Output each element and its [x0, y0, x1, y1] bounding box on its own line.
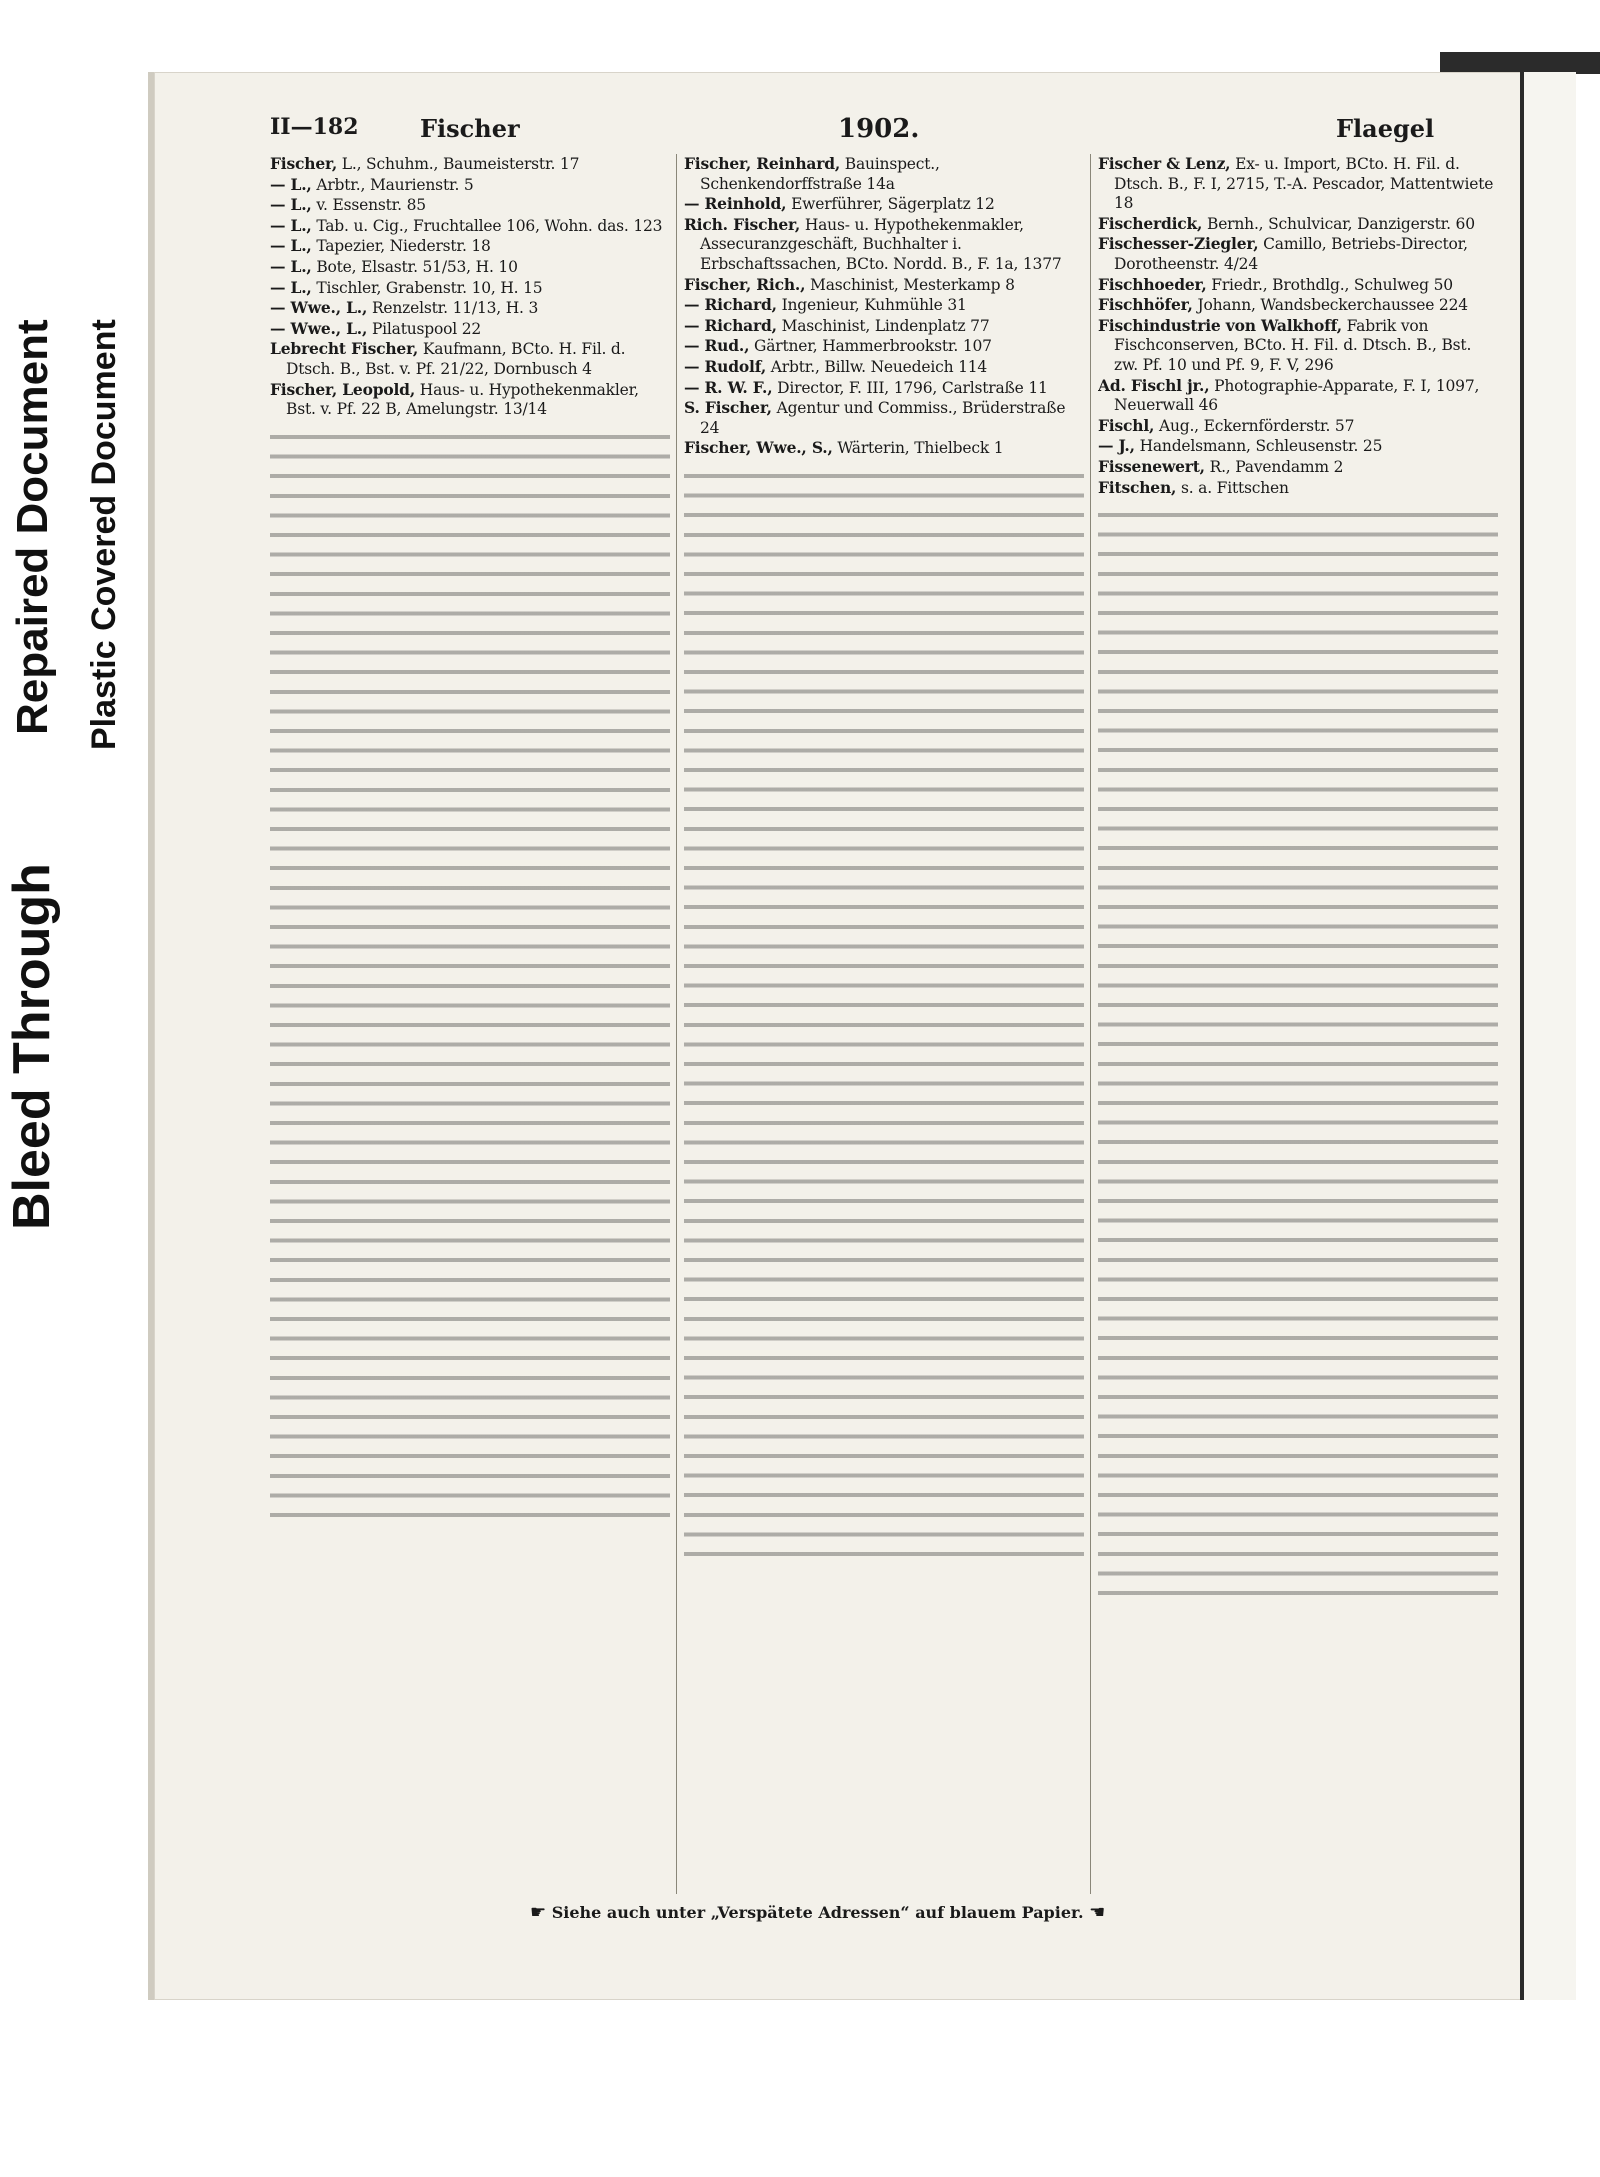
- directory-entry: [1098, 457, 1498, 478]
- entry-details: Fabrik von Fischconserven, BCto. H. Fil. d. Dtsch. B., Bst. zw. Pf. 10 und Pf. 9, F. V, 296: [1114, 316, 1472, 374]
- entry-details: Maschinist, Lindenplatz 77: [781, 316, 990, 335]
- directory-entry: [1098, 478, 1498, 499]
- entry-details: Wärterin, Thielbeck 1: [837, 439, 1004, 458]
- entry-details: Photographie-Apparate, F. I, 1097, Neuerwall 46: [1114, 376, 1480, 415]
- entry-name: — J.,: [1098, 436, 1135, 456]
- entry-name: — Wwe., L.,: [270, 298, 368, 318]
- entry-details: Haus- u. Hypothekenmakler, Assecuranzgeschäft, Buchhalter i. Erbschaftssachen, BCto. Nordd. B., F. 1a, 1377: [700, 215, 1062, 273]
- entry-name: S. Fischer,: [684, 398, 772, 418]
- directory-entry: [270, 278, 670, 299]
- column-rule: [676, 154, 677, 1894]
- directory-entry: [270, 257, 670, 278]
- directory-entry: [684, 336, 1084, 357]
- entry-name: Fissenewert,: [1098, 456, 1205, 476]
- entry-name: — Rud.,: [684, 336, 750, 356]
- footer-text: Siehe auch unter „Verspätete Adressen“ auf blauem Papier.: [551, 1903, 1084, 1922]
- directory-entry: [270, 154, 670, 175]
- year-heading: 1902.: [838, 114, 920, 144]
- entry-name: — L.,: [270, 236, 312, 256]
- entry-name: — L.,: [270, 195, 312, 215]
- directory-entry: [684, 398, 1084, 438]
- directory-entry: [1098, 416, 1498, 437]
- text-lines: [1098, 506, 1498, 1606]
- entry-name: Fischindustrie von Walkhoff,: [1098, 315, 1342, 335]
- entry-name: Fischerdick,: [1098, 213, 1203, 233]
- entry-details: Ex- u. Import, BCto. H. Fil. d. Dtsch. B., F. I, 2715, T.-A. Pescador, Mattentwiete 18: [1114, 155, 1494, 213]
- column-middle: [684, 154, 1084, 1894]
- directory-entry: [270, 216, 670, 237]
- directory-entry: [1098, 154, 1498, 214]
- entry-details: Agentur und Commiss., Brüderstraße 24: [700, 399, 1066, 437]
- entry-details: Pilatuspool 22: [371, 319, 482, 338]
- directory-entry: [270, 175, 670, 196]
- entry-details: Bauinspect., Schenkendorffstraße 14a: [700, 155, 940, 193]
- entry-details: Handelsmann, Schleusenstr. 25: [1139, 437, 1383, 456]
- entry-details: Friedr., Brothdlg., Schulweg 50: [1211, 275, 1453, 294]
- entry-details: Johann, Wandsbeckerchaussee 224: [1197, 296, 1468, 315]
- next-page-edge: [1520, 72, 1576, 2000]
- directory-entry: [684, 316, 1084, 337]
- directory-entry: [684, 378, 1084, 399]
- entry-details: Tab. u. Cig., Fruchtallee 106, Wohn. das. 123: [316, 216, 663, 235]
- directory-entry: [270, 236, 670, 257]
- plastic-covered-label: Plastic Covered Document: [85, 319, 123, 750]
- text-lines: [270, 428, 670, 1528]
- entry-name: Fischer, Rich.,: [684, 274, 806, 294]
- directory-entry: [684, 295, 1084, 316]
- entry-details: L., Schuhm., Baumeisterstr. 17: [341, 155, 580, 173]
- pointing-hand-left-icon: ☛: [530, 1902, 547, 1923]
- directory-entry: [270, 339, 670, 379]
- entry-name: Lebrecht Fischer,: [270, 339, 419, 359]
- directory-entry: [684, 215, 1084, 275]
- entry-name: — Richard,: [684, 315, 777, 335]
- directory-entry: [1098, 295, 1498, 316]
- entry-name: — Rudolf,: [684, 356, 767, 376]
- entry-name: Fischer, Reinhard,: [684, 154, 841, 173]
- entry-details: Gärtner, Hammerbrookstr. 107: [754, 337, 992, 356]
- page-number: II—182: [270, 114, 359, 140]
- entry-details: Arbtr., Maurienstr. 5: [316, 175, 474, 194]
- left-keyword: Fischer: [420, 114, 520, 143]
- directory-entry: [270, 319, 670, 340]
- entry-details: Haus- u. Hypothekenmakler, Bst. v. Pf. 22 B, Amelungstr. 13/14: [286, 380, 639, 419]
- directory-entry: [684, 438, 1084, 459]
- entry-name: — Reinhold,: [684, 194, 787, 214]
- entry-details: Renzelstr. 11/13, H. 3: [371, 299, 539, 318]
- entry-name: Fischer, Leopold,: [270, 379, 416, 399]
- entry-details: Kaufmann, BCto. H. Fil. d. Dtsch. B., Bst. v. Pf. 21/22, Dornbusch 4: [286, 340, 626, 378]
- entry-name: Fischesser-Ziegler,: [1098, 234, 1259, 254]
- directory-entry: [270, 380, 670, 420]
- entry-name: — L.,: [270, 256, 312, 276]
- entry-name: Fischhoeder,: [1098, 274, 1207, 294]
- entry-list: [270, 154, 670, 420]
- entry-name: Fischhöfer,: [1098, 295, 1193, 315]
- entry-details: R., Pavendamm 2: [1209, 457, 1344, 476]
- directory-entry: [1098, 436, 1498, 457]
- directory-entry: [684, 275, 1084, 296]
- entry-name: Fischer,: [270, 154, 338, 173]
- footer-note: [530, 1902, 1370, 1923]
- directory-entry: [270, 298, 670, 319]
- pointing-hand-right-icon: ☚: [1089, 1902, 1106, 1923]
- directory-entry: [1098, 275, 1498, 296]
- directory-entry: [1098, 234, 1498, 274]
- right-keyword: Flaegel: [1336, 114, 1435, 143]
- directory-entry: [684, 154, 1084, 194]
- entry-list: [684, 154, 1084, 459]
- entry-name: — L.,: [270, 215, 312, 235]
- entry-details: Ingenieur, Kuhmühle 31: [781, 296, 967, 315]
- side-labels: [0, 230, 150, 1270]
- entry-details: Arbtr., Billw. Neuedeich 114: [770, 357, 988, 376]
- running-header: [270, 114, 1506, 154]
- scanned-page: [148, 72, 1526, 2000]
- column-rule: [1090, 154, 1091, 1894]
- entry-details: v. Essenstr. 85: [316, 196, 426, 215]
- black-tab-marker: [1440, 52, 1600, 74]
- entry-details: Bernh., Schulvicar, Danzigerstr. 60: [1207, 214, 1475, 233]
- column-right: [1098, 154, 1498, 1894]
- entry-name: Fischl,: [1098, 415, 1155, 435]
- entry-details: Director, F. III, 1796, Carlstraße 11: [777, 378, 1048, 397]
- directory-entry: [270, 195, 670, 216]
- entry-details: Maschinist, Mesterkamp 8: [810, 275, 1015, 294]
- repaired-document-label: Repaired Document: [8, 319, 57, 735]
- entry-name: Fitschen,: [1098, 477, 1177, 497]
- page-content: [270, 114, 1506, 1974]
- entry-name: — Wwe., L.,: [270, 318, 368, 338]
- entry-details: Aug., Eckernförderstr. 57: [1158, 416, 1355, 435]
- entry-name: Ad. Fischl jr.,: [1098, 375, 1210, 395]
- entry-details: Tapezier, Niederstr. 18: [316, 237, 491, 256]
- entry-name: — R. W. F.,: [684, 377, 773, 397]
- entry-name: Fischer, Wwe., S.,: [684, 438, 833, 458]
- entry-name: Fischer & Lenz,: [1098, 154, 1231, 173]
- directory-entry: [1098, 376, 1498, 416]
- entry-name: — Richard,: [684, 295, 777, 315]
- entry-name: — L.,: [270, 277, 312, 297]
- directory-entry: [684, 194, 1084, 215]
- entry-details: Bote, Elsastr. 51/53, H. 10: [316, 257, 518, 276]
- entry-name: Rich. Fischer,: [684, 214, 801, 234]
- directory-entry: [684, 357, 1084, 378]
- text-lines: [684, 467, 1084, 1567]
- directory-entry: [1098, 316, 1498, 376]
- entry-details: Tischler, Grabenstr. 10, H. 15: [316, 278, 543, 297]
- entry-details: Camillo, Betriebs-Director, Dorotheenstr. 4/24: [1114, 235, 1468, 273]
- directory-columns: [270, 154, 1506, 1894]
- column-left: [270, 154, 670, 1894]
- bleed-through-label: Bleed Through: [3, 863, 61, 1230]
- entry-details: s. a. Fittschen: [1180, 478, 1289, 497]
- entry-details: Ewerführer, Sägerplatz 12: [791, 195, 995, 214]
- entry-list: [1098, 154, 1498, 498]
- directory-entry: [1098, 214, 1498, 235]
- entry-name: — L.,: [270, 174, 312, 194]
